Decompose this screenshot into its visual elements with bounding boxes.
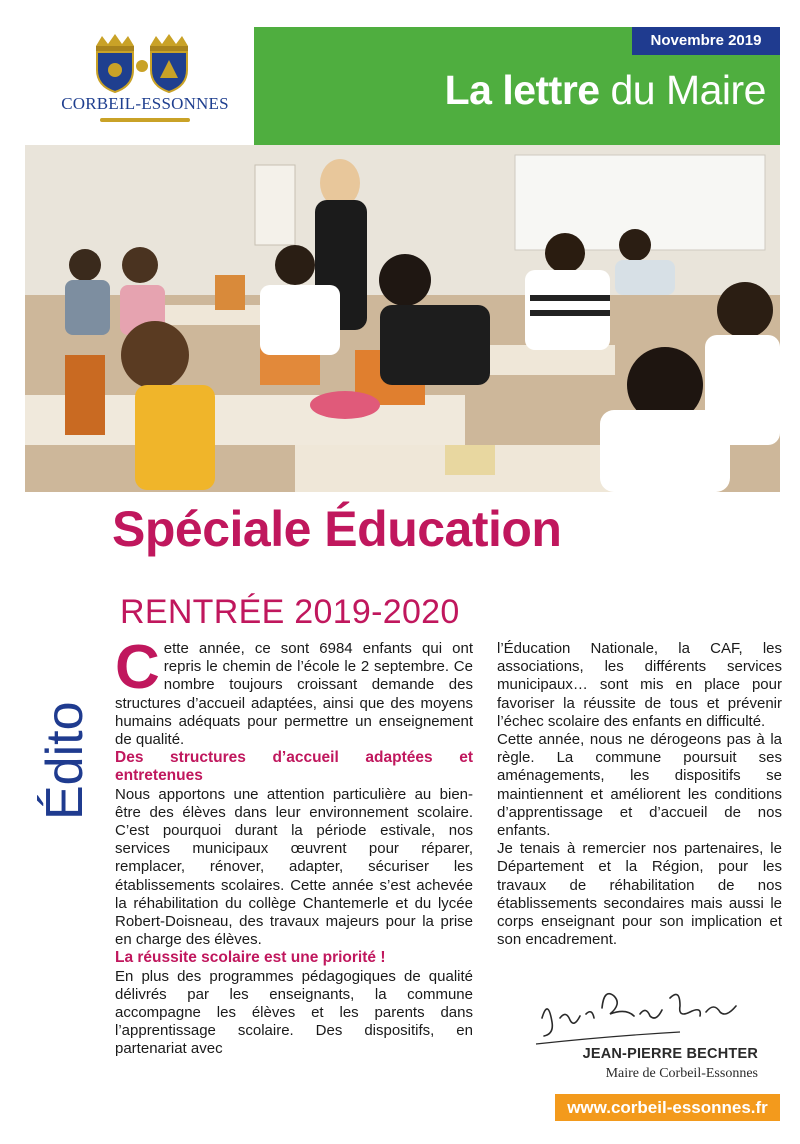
article-column-2: [497, 640, 782, 949]
edito-text: Édito: [36, 701, 94, 820]
col2-paragraph-2: Cette année, nous ne dérogeons pas à la règle. La commune poursuit ses aménagements, les dispositifs se maintiennent et améliorent les conditions d’apprentissage et d’accueil de nos enfants.: [497, 731, 782, 840]
masthead-title: [445, 67, 766, 114]
logo-town-name: CORBEIL-ESSONNES: [61, 94, 229, 113]
header-band: [254, 27, 780, 145]
col2-paragraph-3: Je tenais à remercier nos partenaires, le Département et la Région, pour les travaux de réhabilitation de nos établissements secondaires mais aussi le corps enseignant pour son implication et son encadrement.: [497, 840, 782, 949]
section-heading-structures: Des structures d’accueil adaptées et entretenues: [115, 749, 473, 785]
coat-of-arms-icon: [88, 34, 202, 94]
edito-label: [25, 640, 95, 840]
section-body-reussite: En plus des programmes pédagogiques de qualité délivrés par les enseignants, la commune accompagne les élèves et les parents dans l’apprentissage scolaire. Des dispositifs, en partenariat avec: [115, 967, 473, 1058]
logo-ribbon: [100, 118, 190, 122]
intro-paragraph: [115, 633, 473, 749]
section-heading-reussite: La réussite scolaire est une priorité !: [115, 949, 386, 967]
col2-paragraph-1: l’Éducation Nationale, la CAF, les associations, les différents services municipaux… sont mis en place pour favoriser la réussite de tous et prévenir l’échec scolaire des enfants en difficulté.: [497, 640, 782, 730]
masthead-title-rest: du Maire: [599, 67, 766, 113]
article-column-1: [115, 633, 473, 1059]
website-link[interactable]: www.corbeil-essonnes.fr: [555, 1094, 780, 1121]
city-logo: [60, 34, 230, 134]
special-edition-title: Spéciale Éducation: [112, 501, 562, 557]
signatory-name: JEAN-PIERRE BECHTER: [582, 1046, 758, 1062]
article-heading: RENTRÉE 2019-2020: [120, 593, 460, 631]
intro-text: ette année, ce sont 6984 enfants qui ont repris le chemin de l’école le 2 septembre. Ce nombre toujours croissant demande des structures d’accueil adaptées, ainsi que des moyens humains adéquats pour permettre un enseignement de qualité.: [115, 640, 473, 749]
section-body-structures: Nous apportons une attention particulière au bien-être des élèves dans leur environnement scolaire. C’est pourquoi durant la période estivale, nos services municipaux œuvrent pour réparer, remplacer, rénover, adapter, sécuriser les établissements scolaires. Cette année s’est achevée la réhabilitation du collège Chantemerle et du lycée Robert-Doisneau, des travaux majeurs pour la prise en charge des élèves.: [115, 785, 473, 949]
masthead-title-bold: La lettre: [444, 67, 600, 113]
classroom-photo: [25, 145, 780, 492]
dropcap: C: [115, 633, 160, 702]
signatory-role: Maire de Corbeil-Essonnes: [605, 1066, 758, 1081]
issue-date: Novembre 2019: [632, 27, 780, 55]
